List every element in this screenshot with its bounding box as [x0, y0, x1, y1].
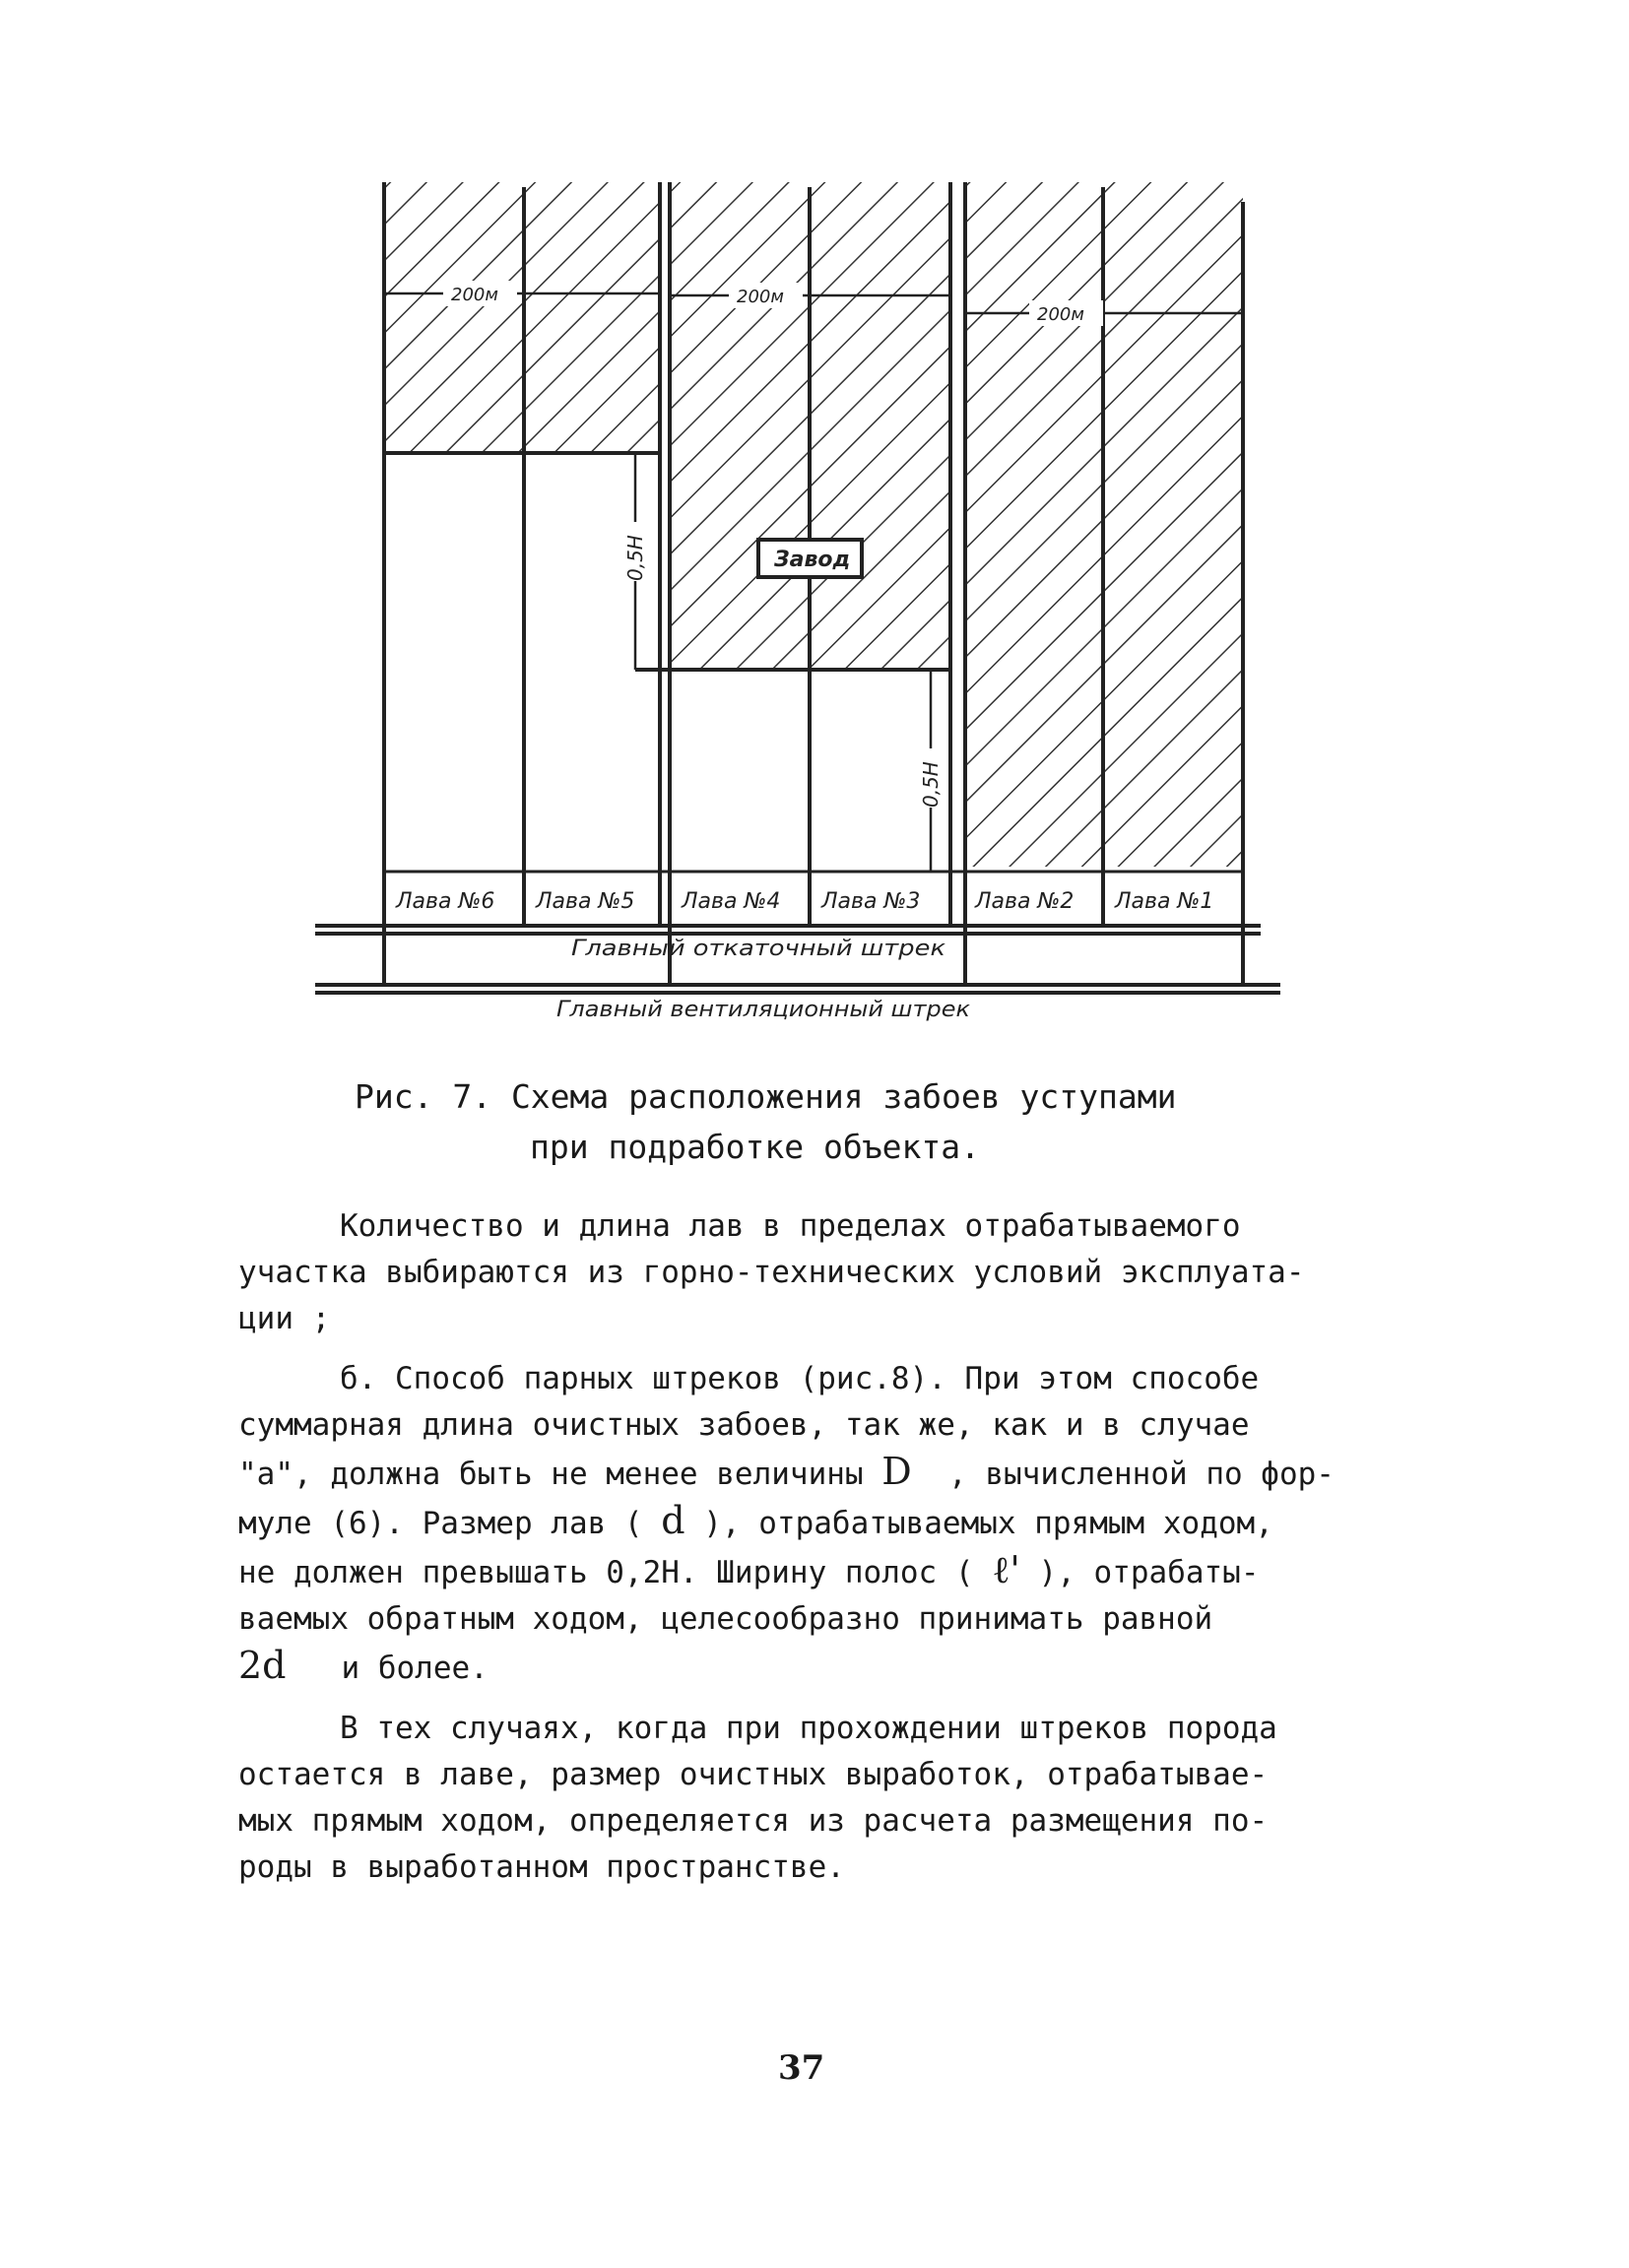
- text-line: 2d и более.: [238, 1644, 489, 1687]
- text-line: б. Способ парных штреков (рис.8). При этом способе: [340, 1361, 1260, 1396]
- text-line: остается в лаве, размер очистных выработок, отрабатывае-: [238, 1757, 1269, 1792]
- dimension-label-1: 200м: [451, 285, 498, 305]
- caption-line-2: при подработке объекта.: [530, 1128, 980, 1166]
- longwall-label-2: Лава №2: [975, 889, 1075, 914]
- longwall-label-1: Лава №1: [1115, 889, 1214, 914]
- text-line: суммарная длина очистных забоев, так же, как и в случае: [238, 1407, 1250, 1443]
- longwall-label-3: Лава №3: [821, 889, 921, 914]
- text-line: мых прямым ходом, определяется из расчета размещения по-: [238, 1803, 1269, 1839]
- text-line: ции ;: [238, 1301, 331, 1336]
- text-line: "а", должна быть не менее величины D , вычисленной по фор-: [238, 1450, 1335, 1493]
- ventilation-drift-label: Главный вентиляционный штрек: [556, 998, 971, 1022]
- longwall-label-4: Лава №4: [682, 889, 781, 914]
- paragraph-3: [238, 1706, 1371, 1891]
- text-line: не должен превышать 0,2Н. Ширину полос ( ℓ' ), отрабаты-: [238, 1548, 1260, 1591]
- dimension-label-3: 200м: [1037, 304, 1084, 325]
- text-line: участка выбираются из горно-технических условий эксплуата-: [238, 1255, 1305, 1290]
- plant-label: Завод: [774, 548, 851, 572]
- text-line: ваемых обратным ходом, целесообразно принимать равной: [238, 1601, 1213, 1637]
- page-number: 37: [778, 2048, 825, 2088]
- symbol-l-prime: ℓ': [992, 1548, 1020, 1591]
- symbol-2d: 2d: [238, 1644, 287, 1687]
- ventilation-drift: [315, 985, 1280, 993]
- mine-layout-diagram: [295, 167, 1320, 1034]
- longwall-label-5: Лава №5: [536, 889, 635, 914]
- longwall-label-6: Лава №6: [396, 889, 495, 914]
- text-line: муле (6). Размер лав ( d ), отрабатываемых прямым ходом,: [238, 1499, 1273, 1542]
- paragraph-2: [238, 1356, 1371, 1692]
- dimension-label-2: 200м: [737, 287, 784, 307]
- body-text: [238, 1203, 1371, 1905]
- offset-label-2: 0,5Н: [919, 761, 943, 808]
- caption-line-1: Рис. 7. Схема расположения забоев уступами: [355, 1077, 1177, 1116]
- symbol-d: d: [661, 1499, 685, 1542]
- text-line: В тех случаях, когда при прохождении штреков порода: [340, 1711, 1277, 1746]
- offset-label-1: 0,5Н: [623, 535, 647, 581]
- symbol-D: D: [881, 1450, 912, 1493]
- text-line: роды в выработанном пространстве.: [238, 1849, 845, 1885]
- haulage-drift-label: Главный откаточный штрек: [571, 937, 946, 961]
- haulage-drift: [315, 926, 1261, 934]
- figure-caption: [355, 1071, 1241, 1172]
- text-line: Количество и длина лав в пределах отрабатываемого: [340, 1208, 1241, 1244]
- paragraph-1: [238, 1203, 1371, 1342]
